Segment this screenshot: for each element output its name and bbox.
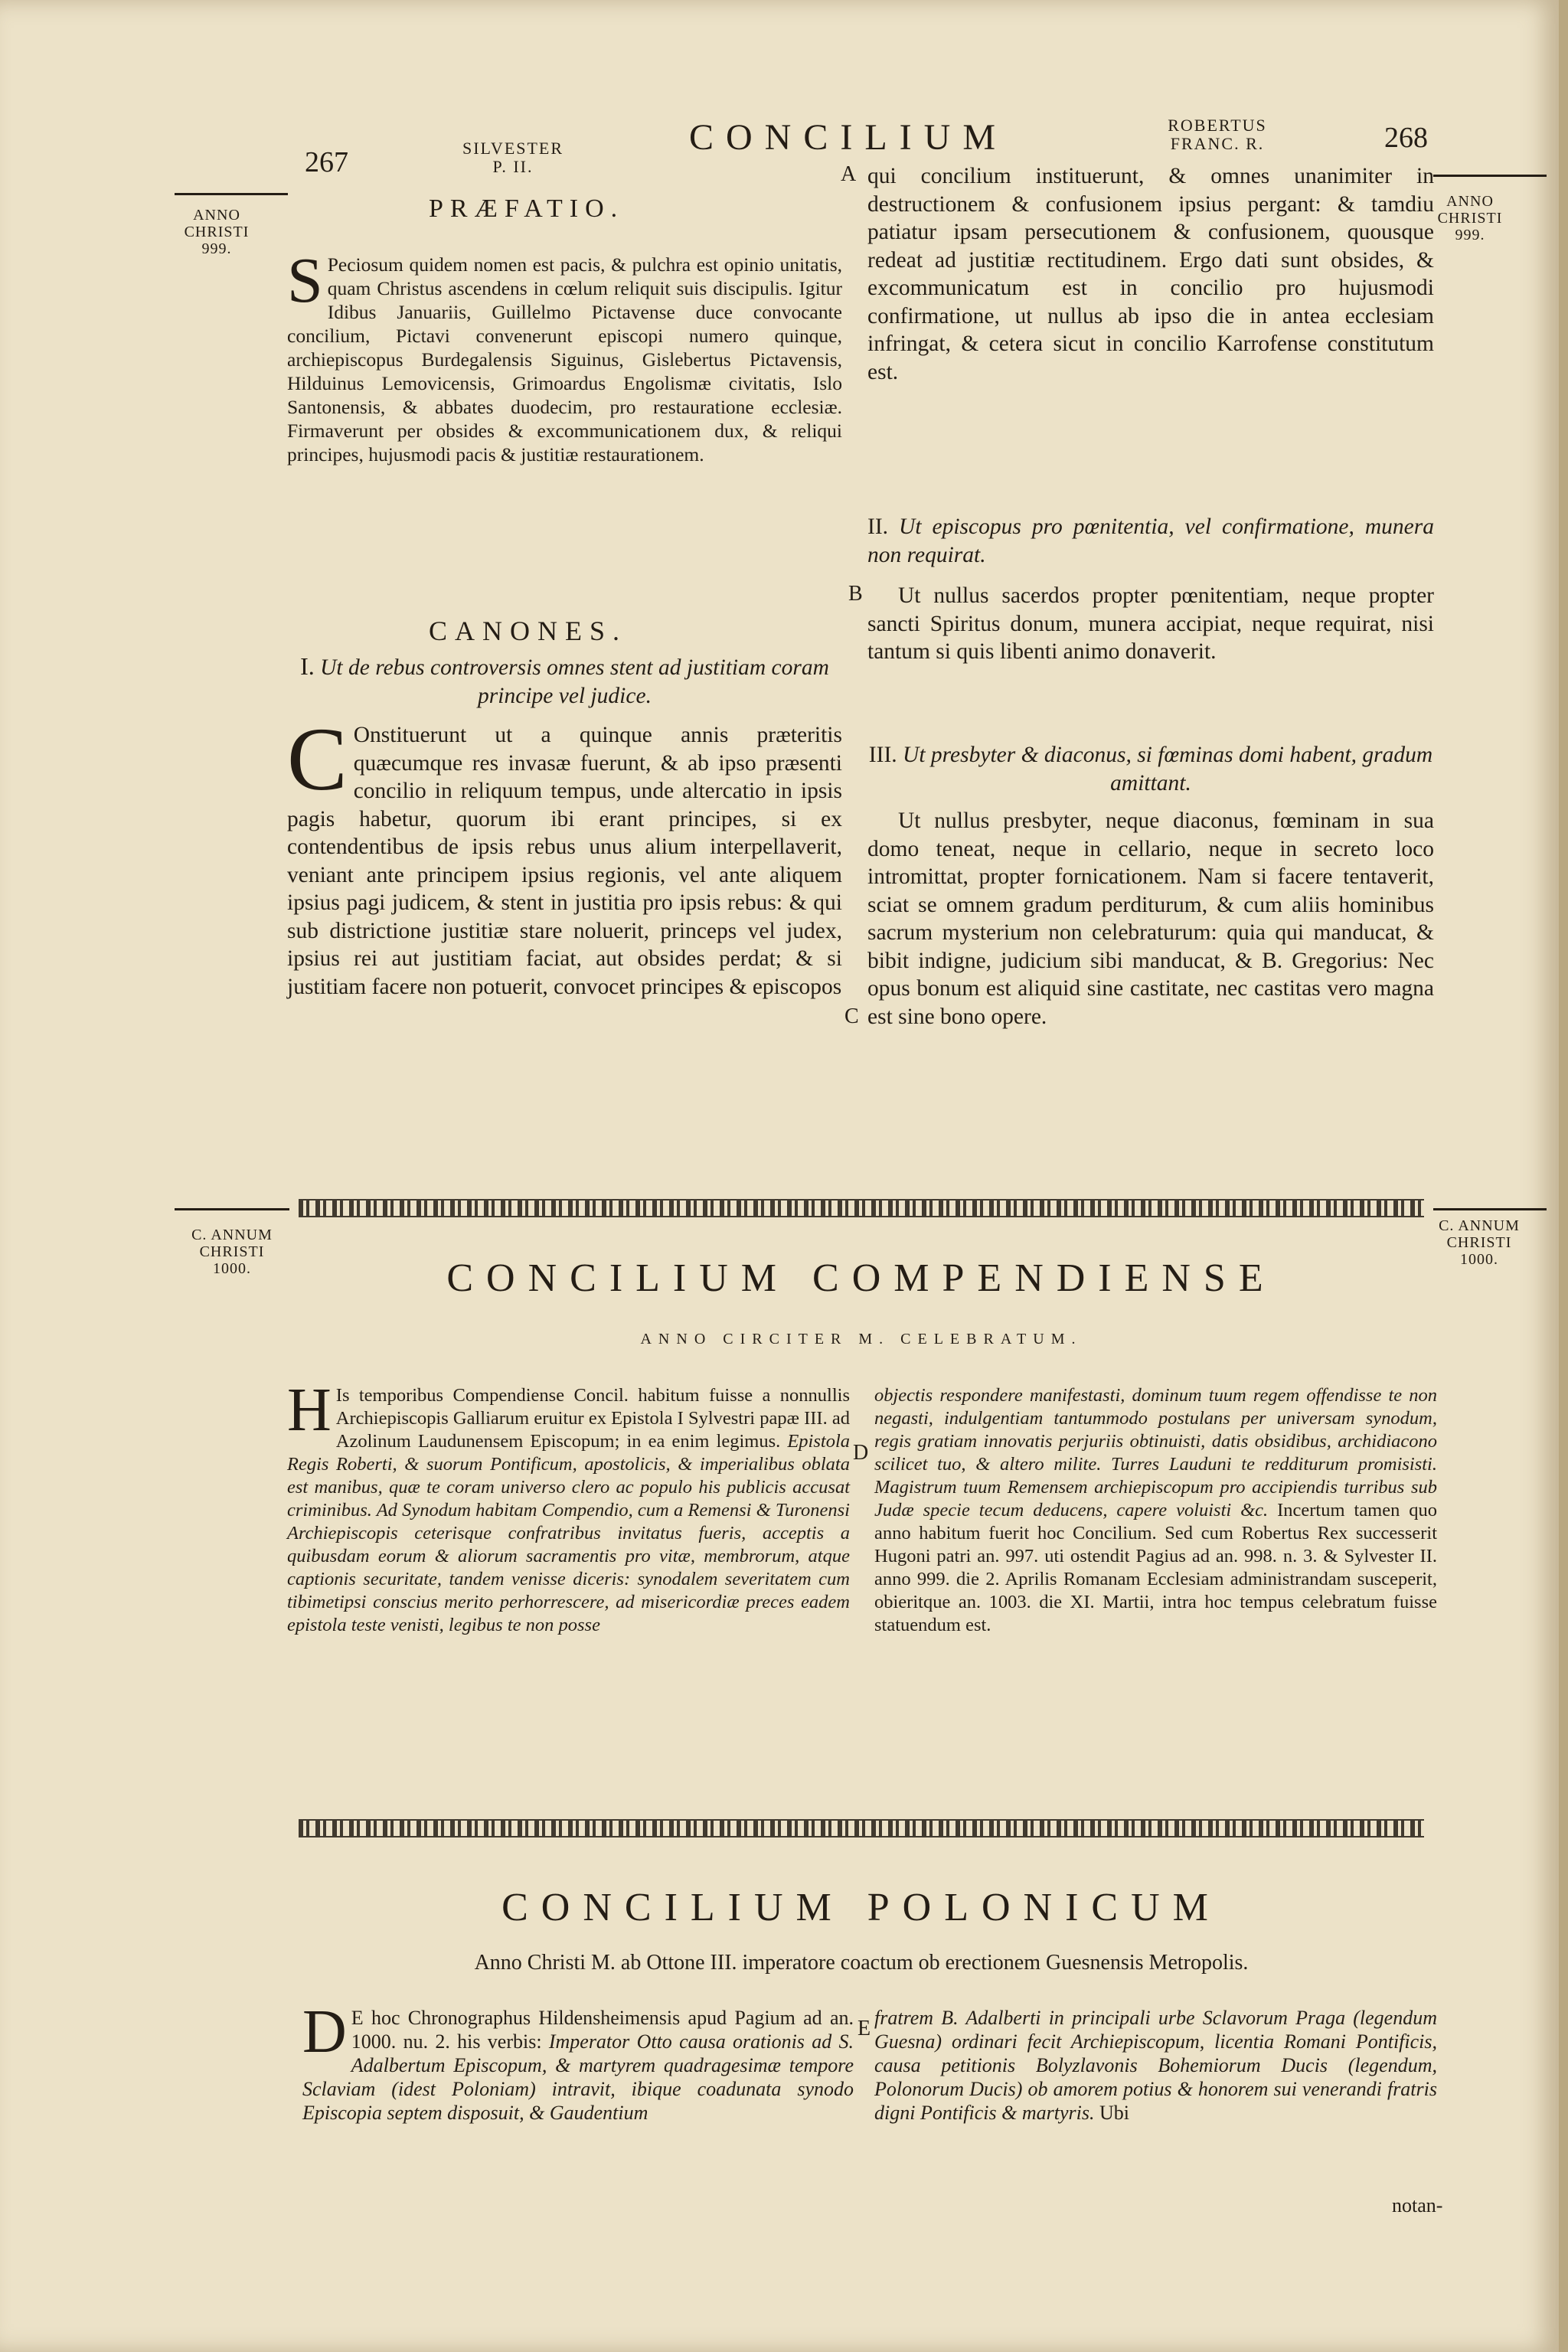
margin-note-line: CHRISTI bbox=[199, 1243, 265, 1260]
column-letter: D bbox=[853, 1441, 869, 1465]
polonicum-right-text bbox=[874, 2006, 1437, 2125]
canon-1-text bbox=[287, 709, 842, 1001]
column-letter: E bbox=[858, 2017, 871, 2040]
paragraph: Incertum tamen quo anno habitum fuerit hoc Concilium. Sed cum Robertus Rex successerit Hugoni patri an. 997. uti ostendit Pagius ad an. 998. n. 3. & Sylvester II. anno 999. die 2. Aprilis Romanam Ecclesiam administrandam susceperit, obieritque an. 1003. die XI. Martii, intra hoc tempus celebratum fuisse statuendum est. bbox=[874, 1500, 1437, 1635]
drop-cap: S bbox=[287, 245, 323, 316]
left-running-head bbox=[448, 139, 578, 176]
margin-note-line: CHRISTI bbox=[1446, 1234, 1512, 1251]
margin-note-line: 1000. bbox=[213, 1260, 251, 1277]
right-running-head bbox=[1152, 116, 1282, 153]
section-subtitle: ANNO CIRCITER M. CELEBRATUM. bbox=[640, 1331, 1083, 1348]
ornament-divider bbox=[299, 1819, 1424, 1838]
drop-cap: C bbox=[287, 709, 348, 809]
paragraph: Onstituerunt ut a quinque annis præteritis quæcumque res invasæ fuerunt, & ab ipso præsenti concilio in reliquum tempus, unde altercatio in ipsis pagis habetur, quorum ibi erant principes, si ex contendentibus de ipsis rebus unus alium interpellaverit, veniant ante principem ipsius regionis, vel ante aliquem ipsius pagi judicem, & stent in justitia pro ipsis rebus: & qui sub districtione justitiæ stare noluerit, princeps vel judex, ipsius rei aut justitiam faciat, aut obsides perdat; & si justitiam facere non potuerit, convocet principes & episcopos bbox=[287, 723, 842, 999]
running-head-line: ROBERTUS bbox=[1168, 116, 1267, 135]
margin-rule bbox=[175, 193, 288, 195]
margin-rule bbox=[1433, 1208, 1547, 1210]
column-letter: C bbox=[844, 1004, 859, 1028]
quotation: objectis respondere manifestasti, dominum tuum regem offendisse te non negasti, indulgentiam tantummodo postulans per universam synodum, regis gratiam innovatis perjuriis obtinuisti, datis obsidibus, archidiacono scilicet tuo, & altero milite. Turres Lauduni te redditurum promisisti. Magistrum tuum Remensem archiepiscopum pro accipiendis turribus sub Judæ specie tecum deducens, capere voluisti &c. bbox=[874, 1385, 1437, 1521]
margin-note-line: ANNO bbox=[193, 207, 240, 224]
canon-title: Ut presbyter & diaconus, si fœminas domi habent, gradum amittant. bbox=[903, 743, 1433, 795]
margin-note-line: 999. bbox=[201, 240, 232, 257]
praefatio-text bbox=[287, 245, 842, 466]
praefatio-heading: PRÆFATIO. bbox=[429, 194, 625, 223]
margin-note-year bbox=[175, 1227, 289, 1277]
canon-continuation bbox=[867, 162, 1434, 386]
canones-heading: CANONES. bbox=[429, 616, 628, 646]
margin-rule bbox=[175, 1208, 289, 1210]
canon-2-title bbox=[867, 513, 1434, 569]
canon-2-text bbox=[867, 582, 1434, 666]
paragraph: Ut nullus presbyter, neque diaconus, fœminam in sua domo teneat, neque in cellario, neque in secreto loco intromittat, propter fornicationem. Nam si facere tentaverit, sciat se omnem gradum perditurum, & cum aliis hominibus sacrum mysterium non celebraturum: quia qui manducat, & bibit indigne, judicium sibi manducat, & B. Gregorius: Nec opus bonum est aliquid sine castitate, nec castitas vero magna est sine bono opere. bbox=[867, 808, 1434, 1029]
margin-note-line: CHRISTI bbox=[184, 224, 250, 240]
column-letter: B bbox=[848, 582, 863, 606]
quotation: Epistola Regis Roberti, & suorum Pontificum, apostolicis, & imperialibus oblata est manibus, quæ te coram universo clero ac populo his publicis accusat criminibus. Ad Synodum habitam Compendio, cum a Remensi & Turonensi Archiepiscopis ceterisque confratribus invitatus fueris, acceptis a quibusdam eorum & aliorum sacramentis pro vitæ, membrorum, atque captionis securitate, tandem venisse diceris: synodalem severitatem cum tibimetipsi conscius merito perhorrescere, ad misericordiæ preces eadem epistola teste venisti, legibus te non posse bbox=[287, 1431, 851, 1635]
paragraph: E hoc Chronographus Hildensheimensis apud Pagium ad an. 1000. nu. 2. his verbis: bbox=[351, 2007, 854, 2053]
ornament-divider bbox=[299, 1199, 1424, 1217]
margin-note-line: 999. bbox=[1455, 227, 1485, 243]
margin-note-year bbox=[1432, 193, 1508, 243]
paragraph: qui concilium instituerunt, & omnes unanimiter in destructionem & confusionem ipsius pergant: & tamdiu patiatur ipsam persecutionem & confusionem, quousque redeat ad justitiæ rectitudinem. Ergo dati sunt obsides, & excommunicatum est in concilio pro hujusmodi confirmatione, ut nullus ab ipso die in antea ecclesiam infringat, & cetera sicut in concilio Karrofense constitutum est. bbox=[867, 164, 1434, 384]
canon-1-title bbox=[287, 652, 842, 710]
left-page-number: 267 bbox=[305, 146, 348, 178]
page-edge bbox=[1559, 0, 1568, 2352]
margin-note-line: C. ANNUM bbox=[1439, 1217, 1520, 1234]
section-title: CONCILIUM COMPENDIENSE bbox=[446, 1256, 1276, 1300]
canon-number: II. bbox=[867, 514, 889, 539]
margin-note-line: 1000. bbox=[1460, 1251, 1498, 1268]
polonicum-left-text bbox=[302, 1998, 854, 2125]
margin-note-line: C. ANNUM bbox=[191, 1227, 273, 1243]
margin-rule bbox=[1433, 175, 1547, 177]
canon-number: III. bbox=[868, 743, 897, 767]
compendiense-left-text bbox=[287, 1377, 851, 1637]
running-head-line: SILVESTER bbox=[462, 139, 564, 158]
right-page-number: 268 bbox=[1384, 122, 1428, 154]
canon-3-text bbox=[867, 807, 1434, 1031]
quotation: Imperator Otto causa orationis ad S. Adalbertum Episcopum, & martyrem quadragesimæ tempore Sclaviam (idest Poloniam) intravit, ibique coadunata synodo Episcopia septem disposuit, & Gaudentium bbox=[302, 2030, 854, 2124]
margin-note-year bbox=[1433, 1217, 1525, 1268]
paragraph: Ubi bbox=[1099, 2102, 1129, 2124]
section-subtitle: Anno Christi M. ab Ottone III. imperatore coactum ob erectionem Guesnensis Metropolis. bbox=[474, 1951, 1249, 1975]
paragraph: Is temporibus Compendiense Concil. habitum fuisse a nonnullis Archiepiscopis Galliarum eruitur ex Epistola I Sylvestri papæ III. ad Azolinum Laudunensem Episcopum; in ea enim legimus. bbox=[335, 1385, 850, 1452]
compendiense-right-text bbox=[874, 1384, 1437, 1637]
running-head-line: P. II. bbox=[492, 157, 534, 176]
canon-3-title bbox=[867, 741, 1434, 797]
margin-note-year bbox=[175, 207, 259, 257]
paragraph: Peciosum quidem nomen est pacis, & pulchra est opinio unitatis, quam Christus ascendens in cœlum reliquit suis discipulis. Igitur Idibus Januariis, Guillelmo Pictavense duce convocante concilium, Pictavi convenerunt episcopi numero quinque, archiepiscopus Burdegalensis Siguinus, Gislebertus Pictavensis, Hilduinus Lemovicensis, Grimoardus Engolismæ civitatis, Islo Santonensis, & abbates duodecim, pro restauratione ecclesiæ. Firmaverunt per obsides & excommunicationem dux, & reliqui principes, hujusmodi pacis & justitiæ restaurationem. bbox=[287, 253, 842, 466]
margin-note-line: CHRISTI bbox=[1437, 210, 1503, 227]
drop-cap: D bbox=[302, 1998, 347, 2066]
quotation: fratrem B. Adalberti in principali urbe Sclavorum Praga (legendum Guesna) ordinari fecit Archiepiscopum, licentia Romani Pontificis, causa petitionis Bolyzlavonis Bohemiorum Ducis (legendum, Polonorum Ducis) ob amorem potius & honorem sui venerandi fratris digni Pontificis & martyris. bbox=[874, 2007, 1437, 2124]
margin-note-line: ANNO bbox=[1446, 193, 1494, 210]
section-title: CONCILIUM POLONICUM bbox=[501, 1886, 1221, 1929]
running-head-line: FRANC. R. bbox=[1170, 134, 1265, 153]
canon-title: Ut episcopus pro pœnitentia, vel confirmatione, munera non requirat. bbox=[867, 514, 1434, 567]
canon-title: Ut de rebus controversis omnes stent ad justitiam coram principe vel judice. bbox=[320, 655, 829, 708]
drop-cap: H bbox=[287, 1377, 332, 1444]
paragraph: Ut nullus sacerdos propter pœnitentiam, neque propter sancti Spiritus donum, munera accipiat, neque requirat, nisi tantum si quis libenti animo donaverit. bbox=[867, 583, 1434, 664]
catchword: notan- bbox=[1392, 2194, 1443, 2216]
canon-number: I. bbox=[300, 652, 315, 680]
page-title: CONCILIUM bbox=[689, 117, 1008, 158]
column-letter: A bbox=[841, 162, 857, 186]
